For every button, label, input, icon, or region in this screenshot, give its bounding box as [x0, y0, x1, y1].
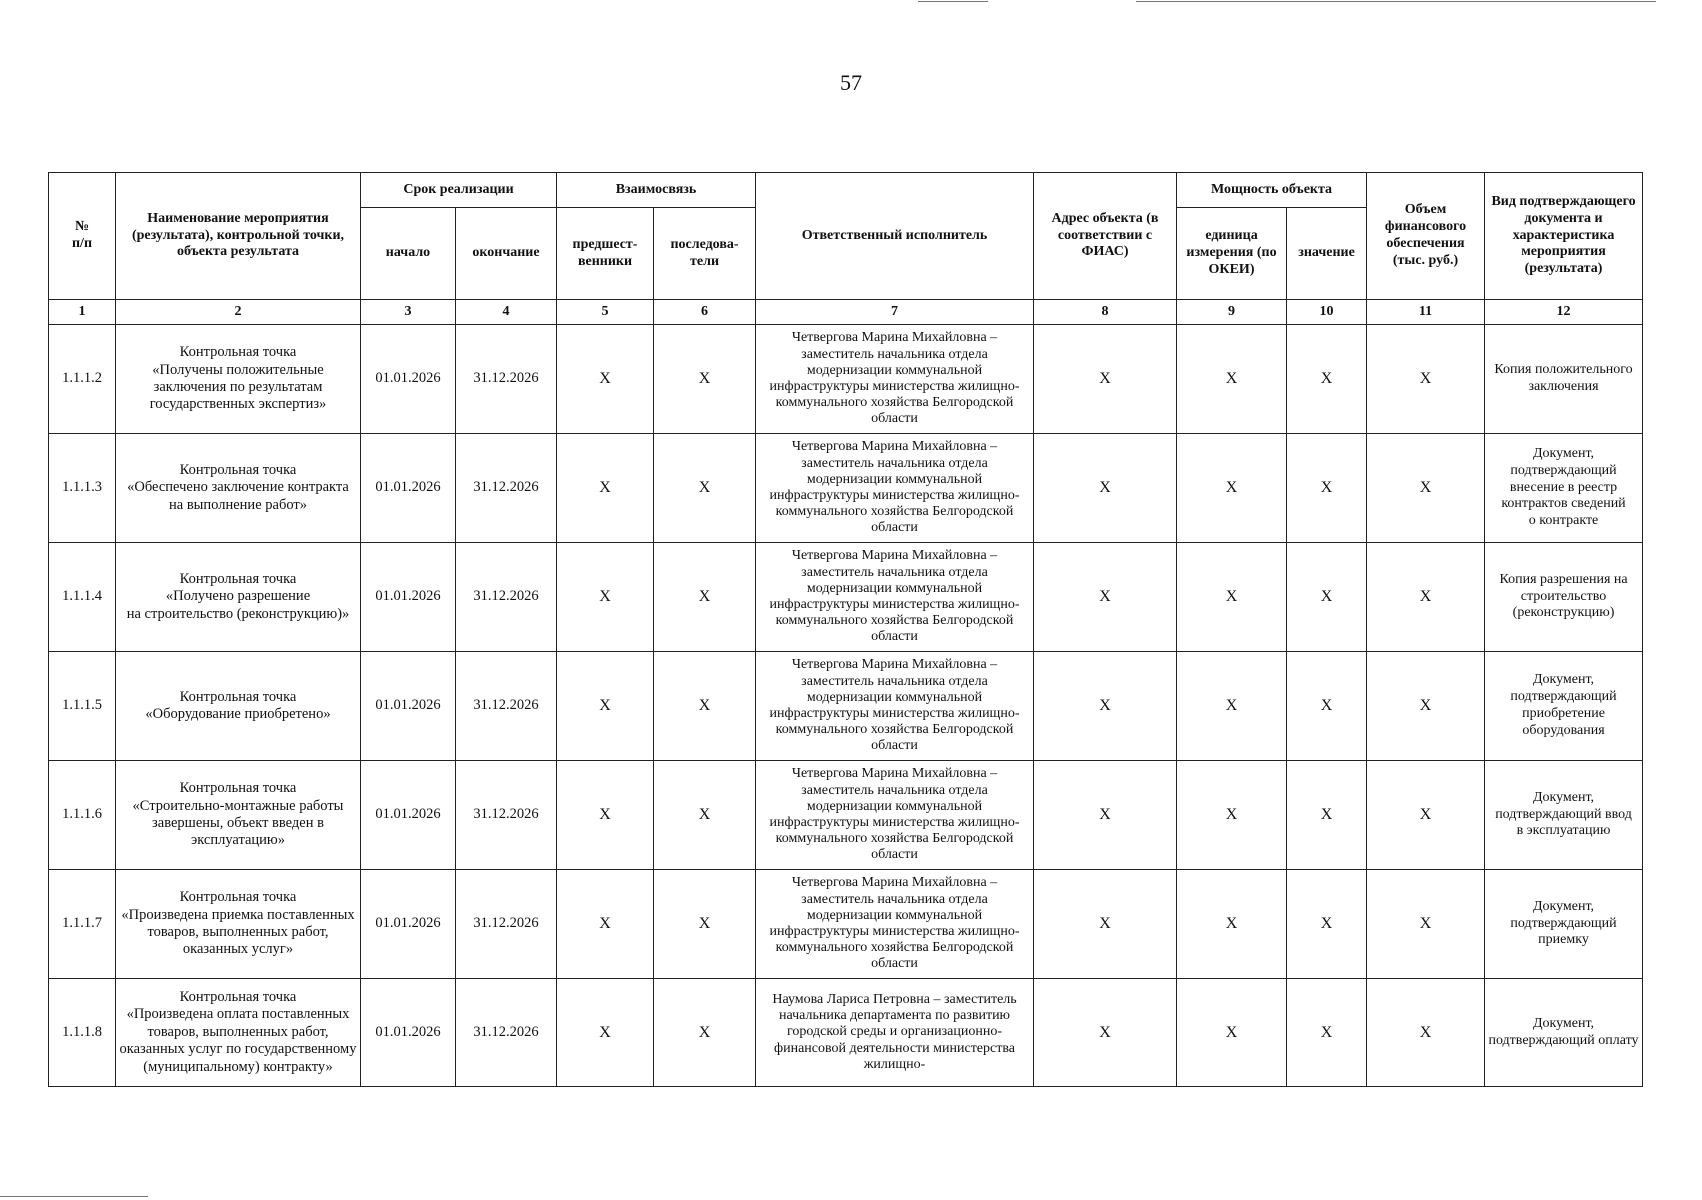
cell-no: 1.1.1.8: [49, 979, 116, 1087]
column-number: 2: [116, 300, 361, 325]
cell-funding: X: [1367, 652, 1485, 761]
header-period-start: начало: [361, 208, 456, 300]
cell-unit: X: [1177, 434, 1287, 543]
cell-end-date: 31.12.2026: [456, 325, 557, 434]
cell-address: X: [1034, 543, 1177, 652]
cell-name: Контрольная точка «Произведена оплата поставленных товаров, выполненных работ, оказанных услуг по государственному (муниципальному) контракту»: [116, 979, 361, 1087]
cell-end-date: 31.12.2026: [456, 761, 557, 870]
table-row: [49, 325, 1643, 434]
header-no: № п/п: [49, 173, 116, 300]
cell-name: Контрольная точка «Обеспечено заключение контракта на выполнение работ»: [116, 434, 361, 543]
cell-executor: Четвергова Марина Михайловна – заместитель начальника отдела модернизации коммунальной инфраструктуры министерства жилищно-коммунального хозяйства Белгородской области: [756, 761, 1034, 870]
cell-value: X: [1287, 325, 1367, 434]
cell-unit: X: [1177, 979, 1287, 1087]
header-doc-type: Вид подтверждающего документа и характеристика мероприятия (результата): [1485, 173, 1643, 300]
cell-doc-type: Документ, подтверждающий приемку: [1485, 870, 1643, 979]
cell-no: 1.1.1.7: [49, 870, 116, 979]
cell-name: Контрольная точка «Оборудование приобретено»: [116, 652, 361, 761]
header-row-top: [49, 173, 1643, 208]
column-number: 4: [456, 300, 557, 325]
column-number: 10: [1287, 300, 1367, 325]
cell-doc-type: Документ, подтверждающий внесение в реестр контрактов сведений о контракте: [1485, 434, 1643, 543]
cell-predecessors: X: [557, 979, 654, 1087]
column-number: 6: [654, 300, 756, 325]
cell-funding: X: [1367, 870, 1485, 979]
cell-unit: X: [1177, 761, 1287, 870]
cell-doc-type: Документ, подтверждающий оплату: [1485, 979, 1643, 1087]
cell-unit: X: [1177, 543, 1287, 652]
cell-no: 1.1.1.2: [49, 325, 116, 434]
cell-executor: Наумова Лариса Петровна – заместитель начальника департамента по развитию городской среды и организационно-финансовой деятельности министерства жилищно-: [756, 979, 1034, 1087]
cell-unit: X: [1177, 870, 1287, 979]
cell-no: 1.1.1.4: [49, 543, 116, 652]
table-body: [49, 300, 1643, 1087]
column-number-row: [49, 300, 1643, 325]
cell-successors: X: [654, 434, 756, 543]
column-number: 5: [557, 300, 654, 325]
table-row: [49, 870, 1643, 979]
table-row: [49, 434, 1643, 543]
cell-start-date: 01.01.2026: [361, 761, 456, 870]
scan-artifact-line: [0, 1196, 148, 1197]
cell-executor: Четвергова Марина Михайловна – заместитель начальника отдела модернизации коммунальной инфраструктуры министерства жилищно-коммунального хозяйства Белгородской области: [756, 870, 1034, 979]
cell-unit: X: [1177, 325, 1287, 434]
header-link: Взаимосвязь: [557, 173, 756, 208]
cell-address: X: [1034, 761, 1177, 870]
header-capacity-unit: единица измерения (по ОКЕИ): [1177, 208, 1287, 300]
header-link-pred: предшест- венники: [557, 208, 654, 300]
cell-successors: X: [654, 870, 756, 979]
cell-address: X: [1034, 652, 1177, 761]
cell-unit: X: [1177, 652, 1287, 761]
cell-end-date: 31.12.2026: [456, 870, 557, 979]
scan-artifact-line: [1136, 1, 1656, 2]
cell-funding: X: [1367, 543, 1485, 652]
cell-name: Контрольная точка «Получены положительные заключения по результатам государственных экспертиз»: [116, 325, 361, 434]
cell-value: X: [1287, 543, 1367, 652]
cell-address: X: [1034, 979, 1177, 1087]
cell-executor: Четвергова Марина Михайловна – заместитель начальника отдела модернизации коммунальной инфраструктуры министерства жилищно-коммунального хозяйства Белгородской области: [756, 434, 1034, 543]
cell-start-date: 01.01.2026: [361, 652, 456, 761]
cell-successors: X: [654, 652, 756, 761]
header-link-succ: последова- тели: [654, 208, 756, 300]
page-number: 57: [840, 70, 862, 95]
header-funding: Объем финансового обеспечения (тыс. руб.): [1367, 173, 1485, 300]
cell-start-date: 01.01.2026: [361, 434, 456, 543]
cell-start-date: 01.01.2026: [361, 543, 456, 652]
cell-predecessors: X: [557, 870, 654, 979]
cell-predecessors: X: [557, 434, 654, 543]
cell-funding: X: [1367, 979, 1485, 1087]
cell-doc-type: Документ, подтверждающий приобретение оборудования: [1485, 652, 1643, 761]
cell-predecessors: X: [557, 543, 654, 652]
cell-address: X: [1034, 434, 1177, 543]
cell-value: X: [1287, 652, 1367, 761]
cell-doc-type: Копия положительного заключения: [1485, 325, 1643, 434]
cell-value: X: [1287, 979, 1367, 1087]
table-row: [49, 761, 1643, 870]
table-row: [49, 543, 1643, 652]
cell-value: X: [1287, 761, 1367, 870]
cell-start-date: 01.01.2026: [361, 870, 456, 979]
cell-doc-type: Копия разрешения на строительство (реконструкцию): [1485, 543, 1643, 652]
cell-address: X: [1034, 870, 1177, 979]
cell-funding: X: [1367, 434, 1485, 543]
cell-successors: X: [654, 761, 756, 870]
column-number: 8: [1034, 300, 1177, 325]
cell-no: 1.1.1.3: [49, 434, 116, 543]
column-number: 7: [756, 300, 1034, 325]
cell-name: Контрольная точка «Строительно-монтажные работы завершены, объект введен в эксплуатацию»: [116, 761, 361, 870]
cell-executor: Четвергова Марина Михайловна – заместитель начальника отдела модернизации коммунальной инфраструктуры министерства жилищно-коммунального хозяйства Белгородской области: [756, 652, 1034, 761]
cell-end-date: 31.12.2026: [456, 434, 557, 543]
cell-successors: X: [654, 979, 756, 1087]
column-number: 1: [49, 300, 116, 325]
header-name: Наименование мероприятия (результата), контрольной точки, объекта результата: [116, 173, 361, 300]
cell-predecessors: X: [557, 325, 654, 434]
cell-start-date: 01.01.2026: [361, 979, 456, 1087]
cell-no: 1.1.1.6: [49, 761, 116, 870]
control-points-table: [48, 172, 1643, 1087]
column-number: 9: [1177, 300, 1287, 325]
cell-address: X: [1034, 325, 1177, 434]
cell-predecessors: X: [557, 761, 654, 870]
cell-doc-type: Документ, подтверждающий ввод в эксплуатацию: [1485, 761, 1643, 870]
cell-value: X: [1287, 870, 1367, 979]
table-row: [49, 979, 1643, 1087]
scan-artifact-line: [918, 1, 988, 2]
cell-executor: Четвергова Марина Михайловна – заместитель начальника отдела модернизации коммунальной инфраструктуры министерства жилищно-коммунального хозяйства Белгородской области: [756, 543, 1034, 652]
cell-predecessors: X: [557, 652, 654, 761]
header-executor: Ответственный исполнитель: [756, 173, 1034, 300]
cell-funding: X: [1367, 761, 1485, 870]
header-capacity-value: значение: [1287, 208, 1367, 300]
cell-end-date: 31.12.2026: [456, 543, 557, 652]
header-capacity: Мощность объекта: [1177, 173, 1367, 208]
cell-end-date: 31.12.2026: [456, 652, 557, 761]
table-row: [49, 652, 1643, 761]
column-number: 3: [361, 300, 456, 325]
cell-value: X: [1287, 434, 1367, 543]
header-period: Срок реализации: [361, 173, 557, 208]
cell-successors: X: [654, 543, 756, 652]
cell-end-date: 31.12.2026: [456, 979, 557, 1087]
cell-executor: Четвергова Марина Михайловна – заместитель начальника отдела модернизации коммунальной инфраструктуры министерства жилищно-коммунального хозяйства Белгородской области: [756, 325, 1034, 434]
cell-no: 1.1.1.5: [49, 652, 116, 761]
cell-funding: X: [1367, 325, 1485, 434]
header-period-end: окончание: [456, 208, 557, 300]
column-number: 12: [1485, 300, 1643, 325]
cell-name: Контрольная точка «Получено разрешение на строительство (реконструкцию)»: [116, 543, 361, 652]
column-number: 11: [1367, 300, 1485, 325]
cell-successors: X: [654, 325, 756, 434]
cell-start-date: 01.01.2026: [361, 325, 456, 434]
header-address: Адрес объекта (в соответствии с ФИАС): [1034, 173, 1177, 300]
cell-name: Контрольная точка «Произведена приемка поставленных товаров, выполненных работ, оказанных услуг»: [116, 870, 361, 979]
